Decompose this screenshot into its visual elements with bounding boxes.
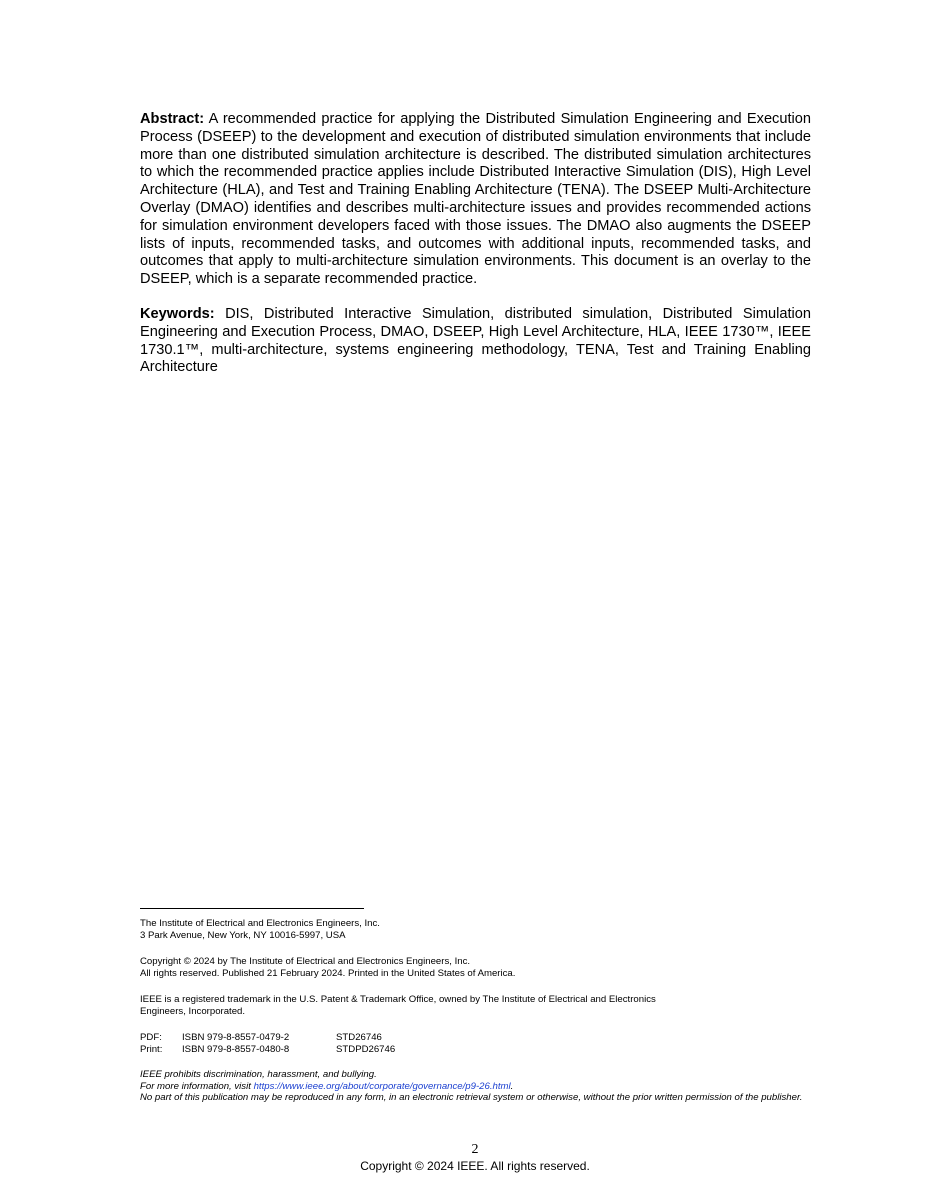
- isbn-code: STD26746: [336, 1032, 382, 1043]
- discrimination-notice: IEEE prohibits discrimination, harassment, and bullying.: [140, 1069, 377, 1080]
- footnote-divider: [140, 908, 364, 909]
- notices-block: [140, 1069, 812, 1104]
- abstract-paragraph: [140, 111, 811, 289]
- page-number: 2: [471, 1142, 479, 1157]
- footer-copyright: Copyright © 2024 IEEE. All rights reserved.: [360, 1159, 590, 1173]
- front-matter-text: [140, 111, 811, 394]
- trademark-line-1: IEEE is a registered trademark in the U.S. Patent & Trademark Office, owned by The Institute of Electrical and Electronics: [140, 994, 656, 1005]
- copyright-block: [140, 956, 812, 979]
- publisher-name: The Institute of Electrical and Electronics Engineers, Inc.: [140, 918, 380, 929]
- copyright-line-1: Copyright © 2024 by The Institute of Electrical and Electronics Engineers, Inc.: [140, 956, 471, 967]
- isbn-row-pdf: [140, 1032, 395, 1044]
- more-info-notice: For more information, visit https://www.ieee.org/about/corporate/governance/p9-26.html.: [140, 1080, 514, 1092]
- policy-link[interactable]: https://www.ieee.org/about/corporate/governance/p9-26.html: [253, 1080, 511, 1092]
- copyright-line-2: All rights reserved. Published 21 February 2024. Printed in the United States of America.: [140, 967, 516, 979]
- publisher-address: 3 Park Avenue, New York, NY 10016-5997, USA: [140, 929, 346, 941]
- isbn-code: STDPD26746: [336, 1043, 396, 1055]
- keywords-text: DIS, Distributed Interactive Simulation, distributed simulation, Distributed Simulation Engineering and Execution Process, DMAO, DSEEP, High Level Architecture, HLA, IEEE 1730™, IEEE 1730.1™, multi-architecture, systems engineering methodology, TENA, Test and Training Enabling Architecture: [140, 305, 811, 376]
- isbn-row-print: [140, 1044, 395, 1056]
- isbn-number: ISBN 979-8-8557-0479-2: [182, 1032, 290, 1043]
- trademark-line-2: Engineers, Incorporated.: [140, 1005, 246, 1017]
- keywords-paragraph: [140, 306, 811, 377]
- abstract-text: A recommended practice for applying the Distributed Simulation Engineering and Execution Process (DSEEP) to the development and execution of distributed simulation environments that include more than one distributed simulation architecture is described. The distributed simulation architectures to which the recommended practice applies include Distributed Interactive Simulation (DIS), High Level Architecture (HLA), and Test and Training Enabling Architecture (TENA). The DSEEP Multi-Architecture Overlay (DMAO) identifies and describes multi-architecture issues and provides recommended actions for simulation environment developers faced with those issues. The DMAO also augments the DSEEP lists of inputs, recommended tasks, and outcomes with additional inputs, recommended tasks, and outcomes that apply to multi-architecture simulation environments. This document is an overlay to the DSEEP, which is a separate recommended practice.: [140, 111, 811, 288]
- isbn-table: [140, 1032, 395, 1055]
- isbn-format: PDF:: [140, 1032, 162, 1043]
- isbn-format: Print:: [140, 1043, 163, 1055]
- reproduction-notice: No part of this publication may be reproduced in any form, in an electronic retrieval system or otherwise, without the prior written permission of the publisher.: [140, 1092, 803, 1104]
- trademark-block: [140, 994, 812, 1017]
- abstract-label: Abstract:: [140, 111, 205, 127]
- isbn-number: ISBN 979-8-8557-0480-8: [182, 1043, 290, 1055]
- publisher-block: [140, 918, 812, 941]
- isbn-block: [140, 1032, 812, 1055]
- keywords-label: Keywords:: [140, 305, 215, 322]
